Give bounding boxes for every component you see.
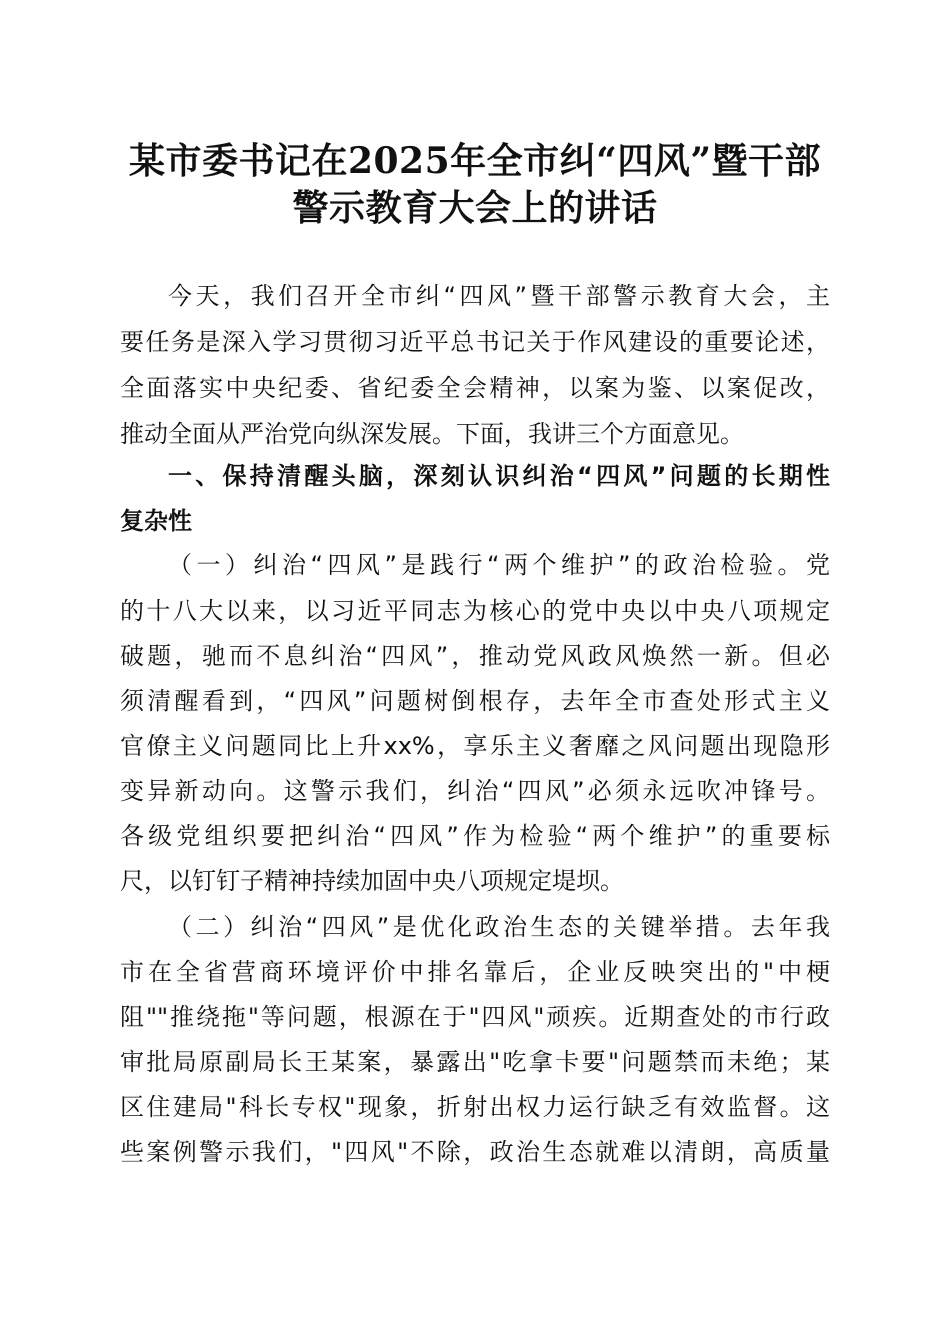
paragraph-2-line-6: 些案例警示我们，"四风"不除，政治生态就难以清朗，高质量 [120,1138,830,1166]
paragraph-1-line-6: 变异新动向。这警示我们，纠治“四风”必须永远吹冲锋号。 [120,777,830,805]
paragraph-1-line-5: 官僚主义问题同比上升xx%，享乐主义奢靡之风问题出现隐形 [120,732,830,760]
paragraph-intro-line-1: 今天，我们召开全市纠“四风”暨干部警示教育大会，主 [168,282,830,310]
document-title-line-1: 某市委书记在2025年全市纠“四风”暨干部 [128,140,822,182]
paragraph-2-line-2: 市在全省营商环境评价中排名靠后，企业反映突出的"中梗 [120,958,830,986]
paragraph-1-line-1: （一）纠治“四风”是践行“两个维护”的政治检验。党 [168,551,830,579]
paragraph-1-line-4: 须清醒看到，“四风”问题树倒根存，去年全市查处形式主义 [120,687,830,715]
paragraph-intro-line-2: 要任务是深入学习贯彻习近平总书记关于作风建设的重要论述， [120,328,830,356]
section-heading-1-line-1: 一、保持清醒头脑，深刻认识纠治“四风”问题的长期性 [168,462,830,490]
section-heading-1-line-2: 复杂性 [120,507,192,535]
paragraph-intro-line-4: 推动全面从严治党向纵深发展。下面，我讲三个方面意见。 [120,420,744,448]
paragraph-1-line-7: 各级党组织要把纠治“四风”作为检验“两个维护”的重要标 [120,822,830,850]
paragraph-intro-line-3: 全面落实中央纪委、省纪委全会精神，以案为鉴、以案促改， [120,374,830,402]
document-title-line-2: 警示教育大会上的讲话 [292,187,658,229]
paragraph-2-line-4: 审批局原副局长王某案，暴露出"吃拿卡要"问题禁而未绝；某 [120,1048,830,1076]
paragraph-2-line-1: （二）纠治“四风”是优化政治生态的关键举措。去年我 [168,913,830,941]
paragraph-2-line-3: 阻""推绕拖"等问题，根源在于"四风"顽疾。近期查处的市行政 [120,1003,830,1031]
paragraph-2-line-5: 区住建局"科长专权"现象，折射出权力运行缺乏有效监督。这 [120,1093,830,1121]
paragraph-1-line-2: 的十八大以来，以习近平同志为核心的党中央以中央八项规定 [120,597,830,625]
paragraph-1-line-3: 破题，驰而不息纠治“四风”，推动党风政风焕然一新。但必 [120,642,830,670]
paragraph-1-line-8: 尺，以钉钉子精神持续加固中央八项规定堤坝。 [120,867,624,895]
